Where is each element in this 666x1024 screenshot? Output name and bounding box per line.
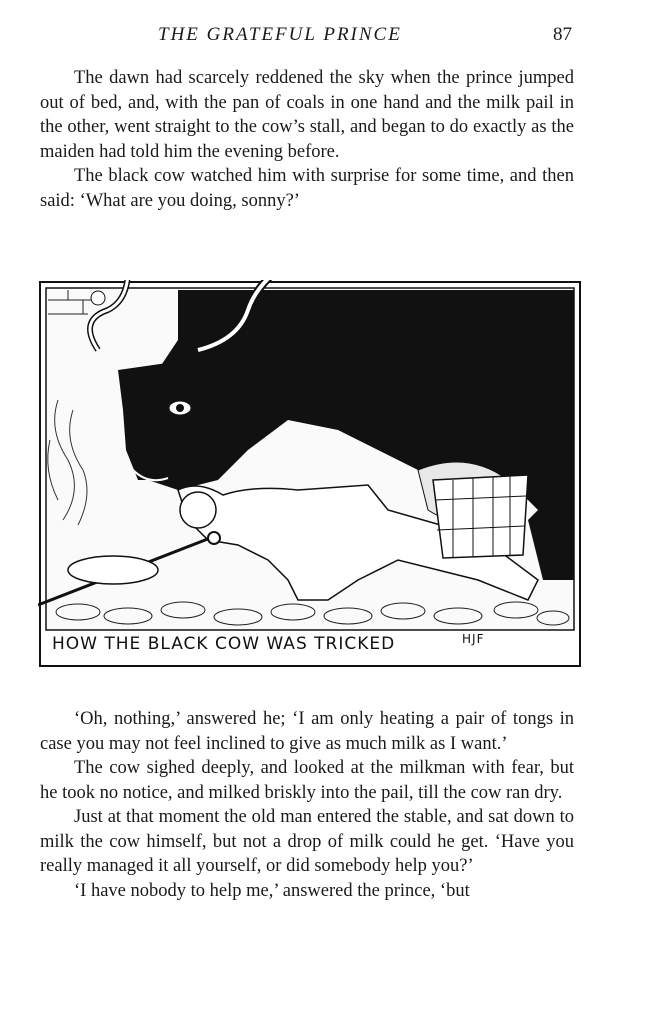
paragraph: The black cow watched him with surprise for some time, and then said: ‘What are you doing, sonny?’ [40, 166, 574, 211]
paragraph: The cow sighed deeply, and looked at the milkman with fear, but he took no notice, and milked briskly into the pail, till the cow ran dry. [40, 758, 574, 803]
paragraph: Just at that moment the old man entered the stable, and sat down to milk the cow himself, but not a drop of milk could he get. ‘Have you really managed it all yourself, or did somebody help you?’ [40, 807, 574, 876]
artist-monogram: HJF [462, 632, 485, 646]
paragraph: The dawn had scarcely reddened the sky when the prince jumped out of bed, and, with the pan of coals in one hand and the milk pail in the other, went straight to the cow’s stall, and began to do exactly as the maiden had told him the evening before. [40, 68, 574, 162]
illustration-drawing [38, 280, 582, 668]
body-text-bottom [40, 707, 574, 903]
paragraph: ‘Oh, nothing,’ answered he; ‘I am only heating a pair of tongs in case you may not feel inclined to give as much milk as I want.’ [40, 709, 574, 754]
illustration-caption: HOW THE BLACK COW WAS TRICKED [52, 634, 396, 654]
body-text-top [40, 66, 574, 213]
illustration [38, 280, 582, 668]
page-number: 87 [553, 24, 572, 45]
paragraph: ‘I have nobody to help me,’ answered the prince, ‘but [74, 880, 470, 901]
page-header [100, 24, 572, 50]
running-title: THE GRATEFUL PRINCE [158, 24, 402, 45]
